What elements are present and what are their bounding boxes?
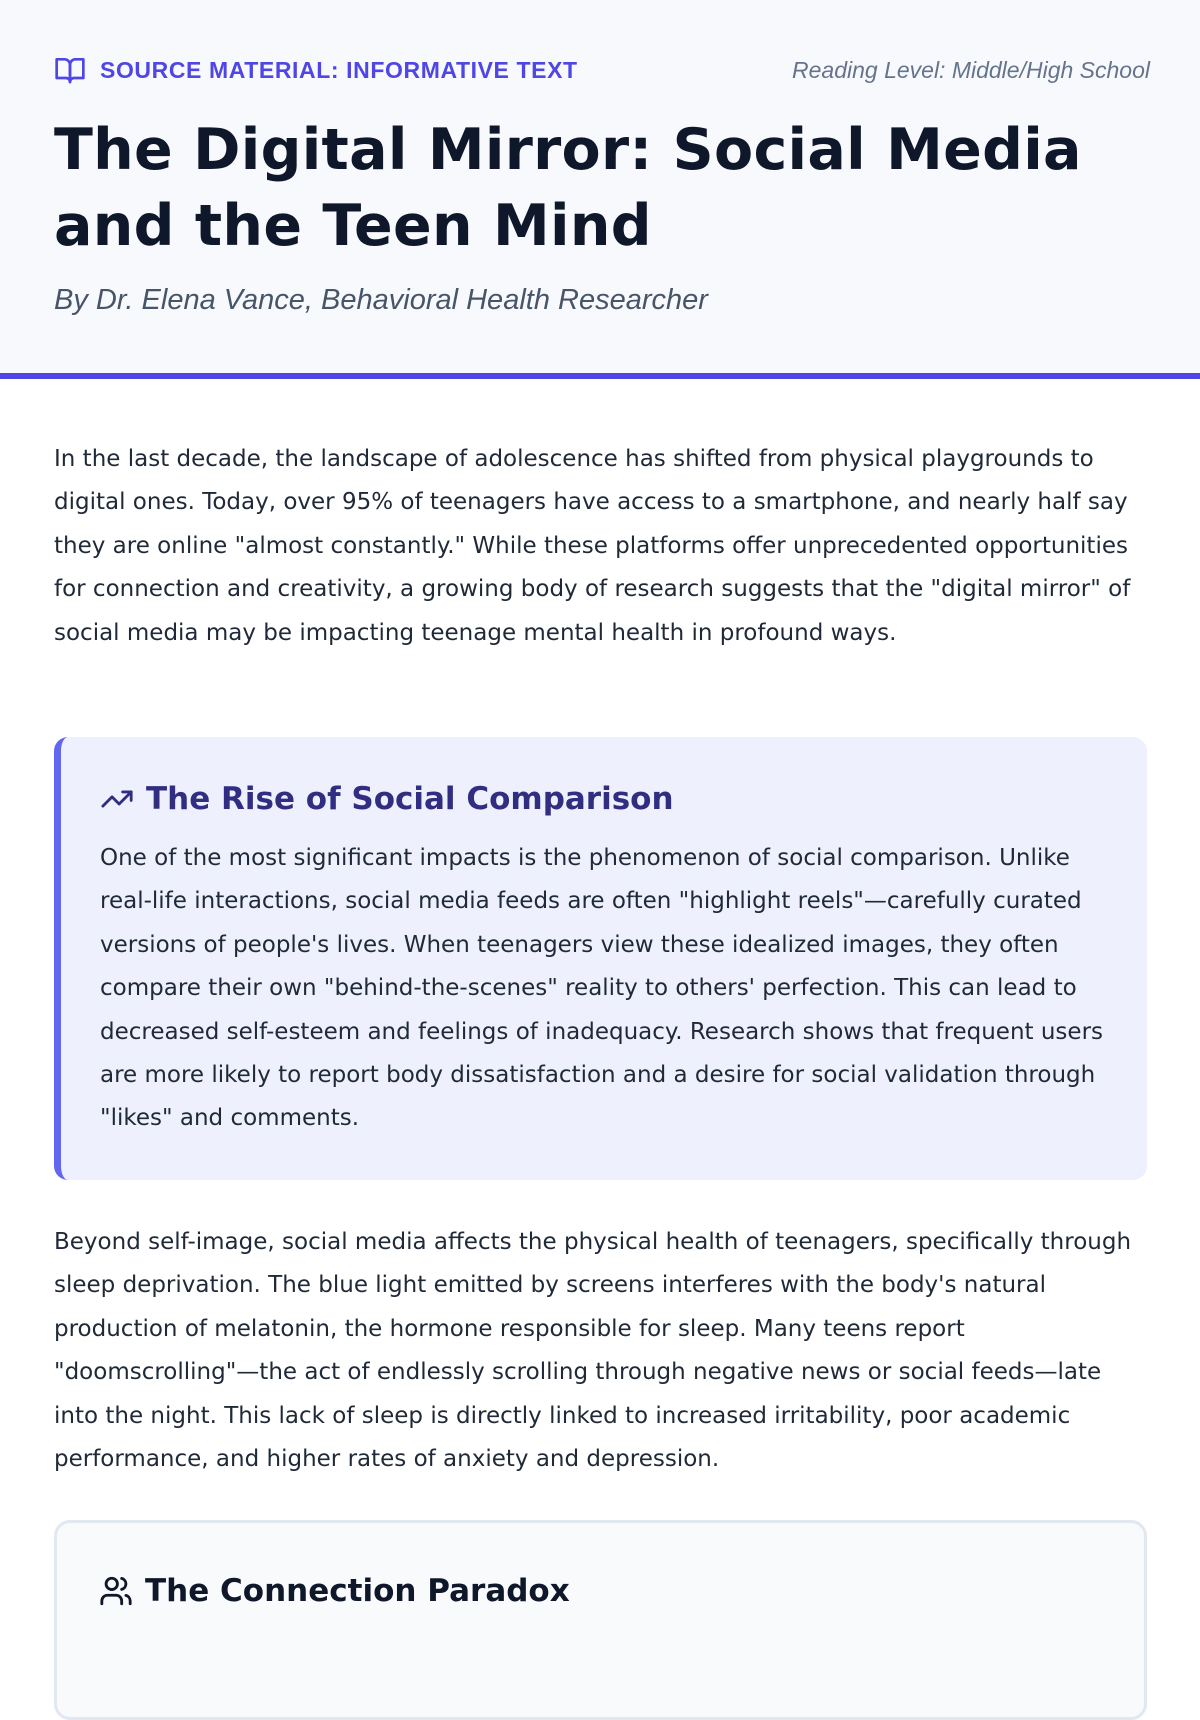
author-byline: By Dr. Elena Vance, Behavioral Health Researcher — [54, 284, 708, 316]
header-meta-row — [54, 54, 1150, 86]
social-comparison-callout — [54, 737, 1147, 1180]
trending-up-icon — [100, 782, 134, 816]
sleep-paragraph: Beyond self-image, social media affects the physical health of teenagers, specifically through sleep deprivation. The blue light emitted by screens interferes with the body's natural production of melatonin, the hormone responsible for sleep. Many teens report "doomscrolling"—the act of endlessly scrolling through negative news or social feeds—late into the night. This lack of sleep is directly linked to increased irritability, poor academic performance, and higher rates of anxiety and depression. — [54, 1229, 1132, 1473]
intro-paragraph: In the last decade, the landscape of adolescence has shifted from physical playgrounds to digital ones. Today, over 95% of teenagers have access to a smartphone, and nearly half say they are online "almost constantly." While these platforms offer unprecedented opportunities for connection and creativity, a growing body of research suggests that the "digital mirror" of social media may be impacting teenage mental health in profound ways. — [54, 446, 1131, 646]
card-heading — [99, 1571, 570, 1611]
connection-paradox-card — [54, 1520, 1147, 1720]
book-open-icon — [54, 54, 86, 86]
page-title: The Digital Mirror: Social Media and the Teen Mind — [54, 117, 1082, 259]
callout-heading — [100, 779, 674, 819]
callout-title: The Rise of Social Comparison — [146, 781, 674, 817]
card-title: The Connection Paradox — [145, 1573, 570, 1609]
article-header — [0, 0, 1200, 379]
source-label-text: SOURCE MATERIAL: INFORMATIVE TEXT — [100, 56, 578, 83]
reading-level: Reading Level: Middle/High School — [792, 57, 1150, 83]
users-icon — [99, 1574, 133, 1608]
source-label — [54, 54, 578, 86]
callout-body: One of the most significant impacts is the phenomenon of social comparison. Unlike real-life interactions, social media feeds are often "highlight reels"—carefully curated versions of people's lives. When teenagers view these idealized images, they often compare their own "behind-the-scenes" reality to others' perfection. This can lead to decreased self-esteem and feelings of inadequacy. Research shows that frequent users are more likely to report body dissatisfaction and a desire for social validation through "likes" and comments. — [100, 845, 1104, 1132]
